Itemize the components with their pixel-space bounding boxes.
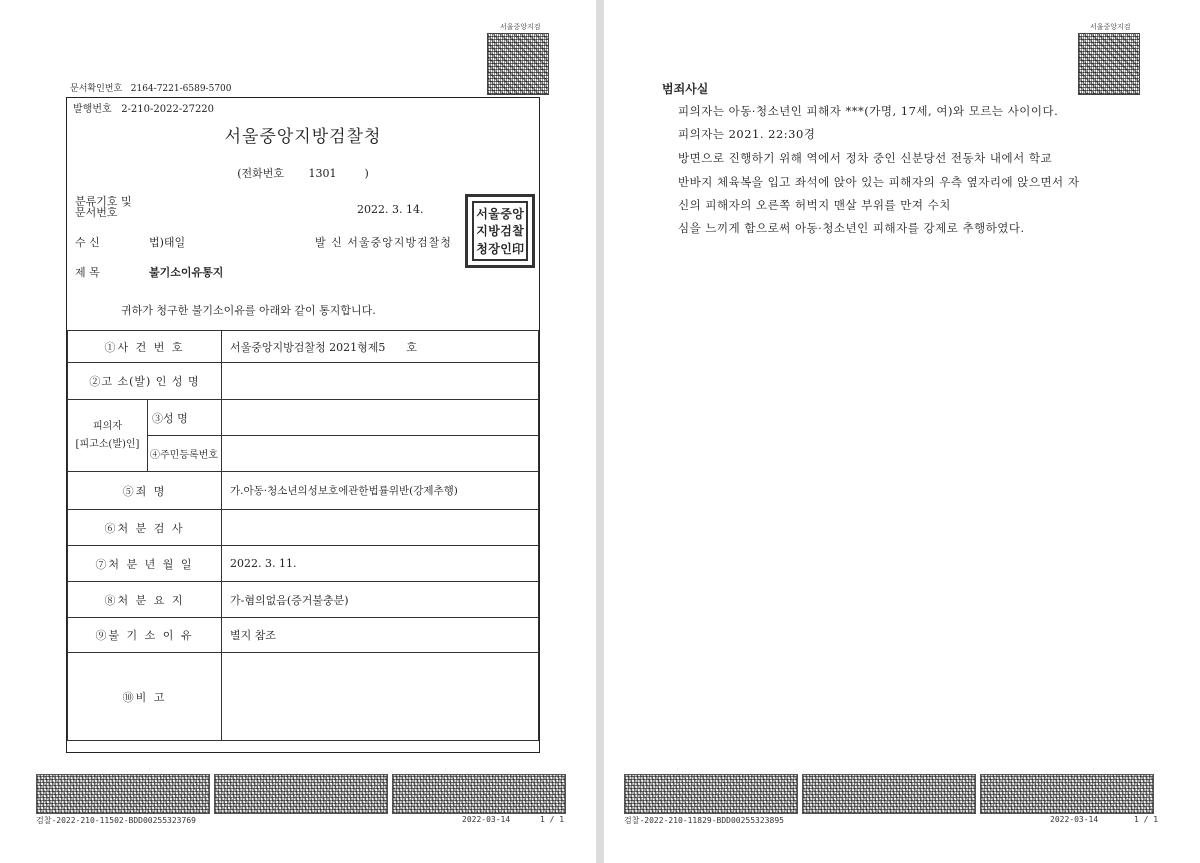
doc-check-value: 2164-7221-6589-5700 xyxy=(130,84,232,94)
suspect-name-value xyxy=(222,400,539,436)
classification-label-line2: 문서번호 xyxy=(75,206,118,219)
disposal-date-value: 2022. 3. 11. xyxy=(222,546,539,582)
subject-label: 제 목 xyxy=(75,266,100,279)
disposal-summary-value: 가-혐의없음(증거불충분) xyxy=(222,582,539,618)
suspect-id-label: ④주민등록번호 xyxy=(148,436,222,472)
doc-check-label: 문서확인번호 xyxy=(70,84,123,94)
barcode-icon xyxy=(802,774,976,814)
body-line: 반바지 체육복을 입고 좌석에 앉아 있는 피해자의 우측 옆자리에 앉으면서 자 xyxy=(678,175,1080,189)
prosecutor-value xyxy=(222,510,539,546)
suspect-group-label-line1: 피의자 xyxy=(93,420,122,432)
crime-value: 가.아동·청소년의성보호에관한법률위반(강제추행) xyxy=(222,472,539,510)
table-row xyxy=(68,618,539,653)
barcode-icon xyxy=(36,774,210,814)
document-page-2 xyxy=(604,0,1200,863)
seal-character: 청 xyxy=(476,241,488,256)
body-line: 심을 느끼게 함으로써 아동·청소년인 피해자를 강제로 추행하였다. xyxy=(678,221,1025,235)
footer-document-id: 검찰-2022-210-11502-BDD00255323769 xyxy=(36,816,196,825)
document-date: 2022. 3. 14. xyxy=(357,203,424,216)
case-number-cell xyxy=(222,331,539,363)
body-line: 피의자는 아동·청소년인 피해자 ***(가명, 17세, 여)와 모르는 사이이다. xyxy=(678,104,1059,118)
case-number-label: ①사 건 번 호 xyxy=(68,331,222,363)
intro-text: 귀하가 청구한 불기소이유를 아래와 같이 통지합니다. xyxy=(121,304,376,317)
subject-value: 불기소이유통지 xyxy=(149,266,224,279)
seal-character: 인 xyxy=(500,241,512,256)
recipient-value: 법)태일 xyxy=(149,236,186,249)
table-row xyxy=(68,363,539,400)
qr-code-icon xyxy=(487,33,549,95)
seal-character: 울 xyxy=(488,207,500,222)
doc-check-number xyxy=(70,81,232,94)
seal-character: 중 xyxy=(500,207,512,222)
document-page-1 xyxy=(0,0,596,863)
phone-label: (전화번호 xyxy=(237,167,285,180)
prosecutor-label: ⑥처 분 검 사 xyxy=(68,510,222,546)
barcode-icon xyxy=(392,774,566,814)
table-row xyxy=(68,331,539,363)
table-row xyxy=(68,510,539,546)
disposal-summary-label: ⑧처 분 요 지 xyxy=(68,582,222,618)
qr-code-icon xyxy=(1078,33,1140,95)
suspect-id-value xyxy=(222,436,539,472)
issue-value: 2-210-2022-27220 xyxy=(121,104,215,115)
barcode-icon xyxy=(624,774,798,814)
seal-character: 찰 xyxy=(512,224,524,239)
qr-label: 서울중앙지검 xyxy=(1090,23,1131,31)
classification-label-line1: 분류기호 및 xyxy=(75,195,132,208)
seal-character: 서 xyxy=(476,207,488,222)
seal-character: 印 xyxy=(511,241,524,256)
issue-number xyxy=(73,100,214,115)
seal-character: 검 xyxy=(500,224,512,239)
seal-character: 방 xyxy=(488,224,500,239)
seal-characters xyxy=(476,205,524,257)
disposal-date-label: ⑦처 분 년 월 일 xyxy=(68,546,222,582)
notice-table xyxy=(67,330,539,741)
body-line: 신의 피해자의 오른쪽 허벅지 맨살 부위를 만져 수치 xyxy=(678,198,951,212)
table-row xyxy=(68,472,539,510)
seal-character: 앙 xyxy=(512,207,524,222)
seal-character: 지 xyxy=(476,224,488,239)
section-heading: 범죄사실 xyxy=(662,82,709,96)
body-line: 방면으로 진행하기 위해 역에서 정차 중인 신분당선 전동차 내에서 학교 xyxy=(678,151,1053,165)
suspect-name-label: ③성 명 xyxy=(148,400,222,436)
barcode-icon xyxy=(980,774,1154,814)
issue-label: 발행번호 xyxy=(73,104,112,115)
crime-label: ⑤죄 명 xyxy=(68,472,222,510)
recipient-label: 수 신 xyxy=(75,236,100,249)
official-seal xyxy=(465,194,535,268)
case-number-value: 서울중앙지방검찰청 2021형제5 xyxy=(230,340,386,354)
remarks-value xyxy=(222,653,539,741)
footer-page: 1 / 1 xyxy=(1134,815,1159,824)
footer-page: 1 / 1 xyxy=(540,815,565,824)
table-row xyxy=(68,400,539,436)
reason-label: ⑨불 기 소 이 유 xyxy=(68,618,222,653)
footer-date: 2022-03-14 xyxy=(1050,815,1099,824)
complainant-value xyxy=(222,363,539,400)
phone-line xyxy=(67,165,539,181)
table-row xyxy=(68,582,539,618)
sender: 발 신 서울중앙지방검찰청 xyxy=(315,236,452,249)
reason-value: 별지 참조 xyxy=(222,618,539,653)
case-number-suffix: 호 xyxy=(406,340,417,354)
notice-form xyxy=(66,97,540,753)
footer-document-id: 검찰-2022-210-11829-BDD00255323895 xyxy=(624,816,784,825)
suspect-group-label-line2: [피고소(발)인] xyxy=(75,438,140,450)
complainant-label: ②고 소(발) 인 성 명 xyxy=(68,363,222,400)
organization-title: 서울중앙지방검찰청 xyxy=(224,127,382,147)
table-row xyxy=(68,546,539,582)
phone-close: ) xyxy=(364,167,369,180)
footer-date: 2022-03-14 xyxy=(462,815,511,824)
classification-label xyxy=(75,196,132,218)
body-line: 피의자는 2021. 22:30경 xyxy=(678,127,816,141)
barcode-icon xyxy=(214,774,388,814)
remarks-label: ⑩비 고 xyxy=(68,653,222,741)
phone-number: 1301 xyxy=(308,167,337,180)
page-gutter xyxy=(596,0,604,863)
table-row xyxy=(68,653,539,741)
seal-character: 장 xyxy=(488,241,500,256)
qr-label: 서울중앙지검 xyxy=(500,23,541,31)
suspect-group-label xyxy=(68,400,148,472)
